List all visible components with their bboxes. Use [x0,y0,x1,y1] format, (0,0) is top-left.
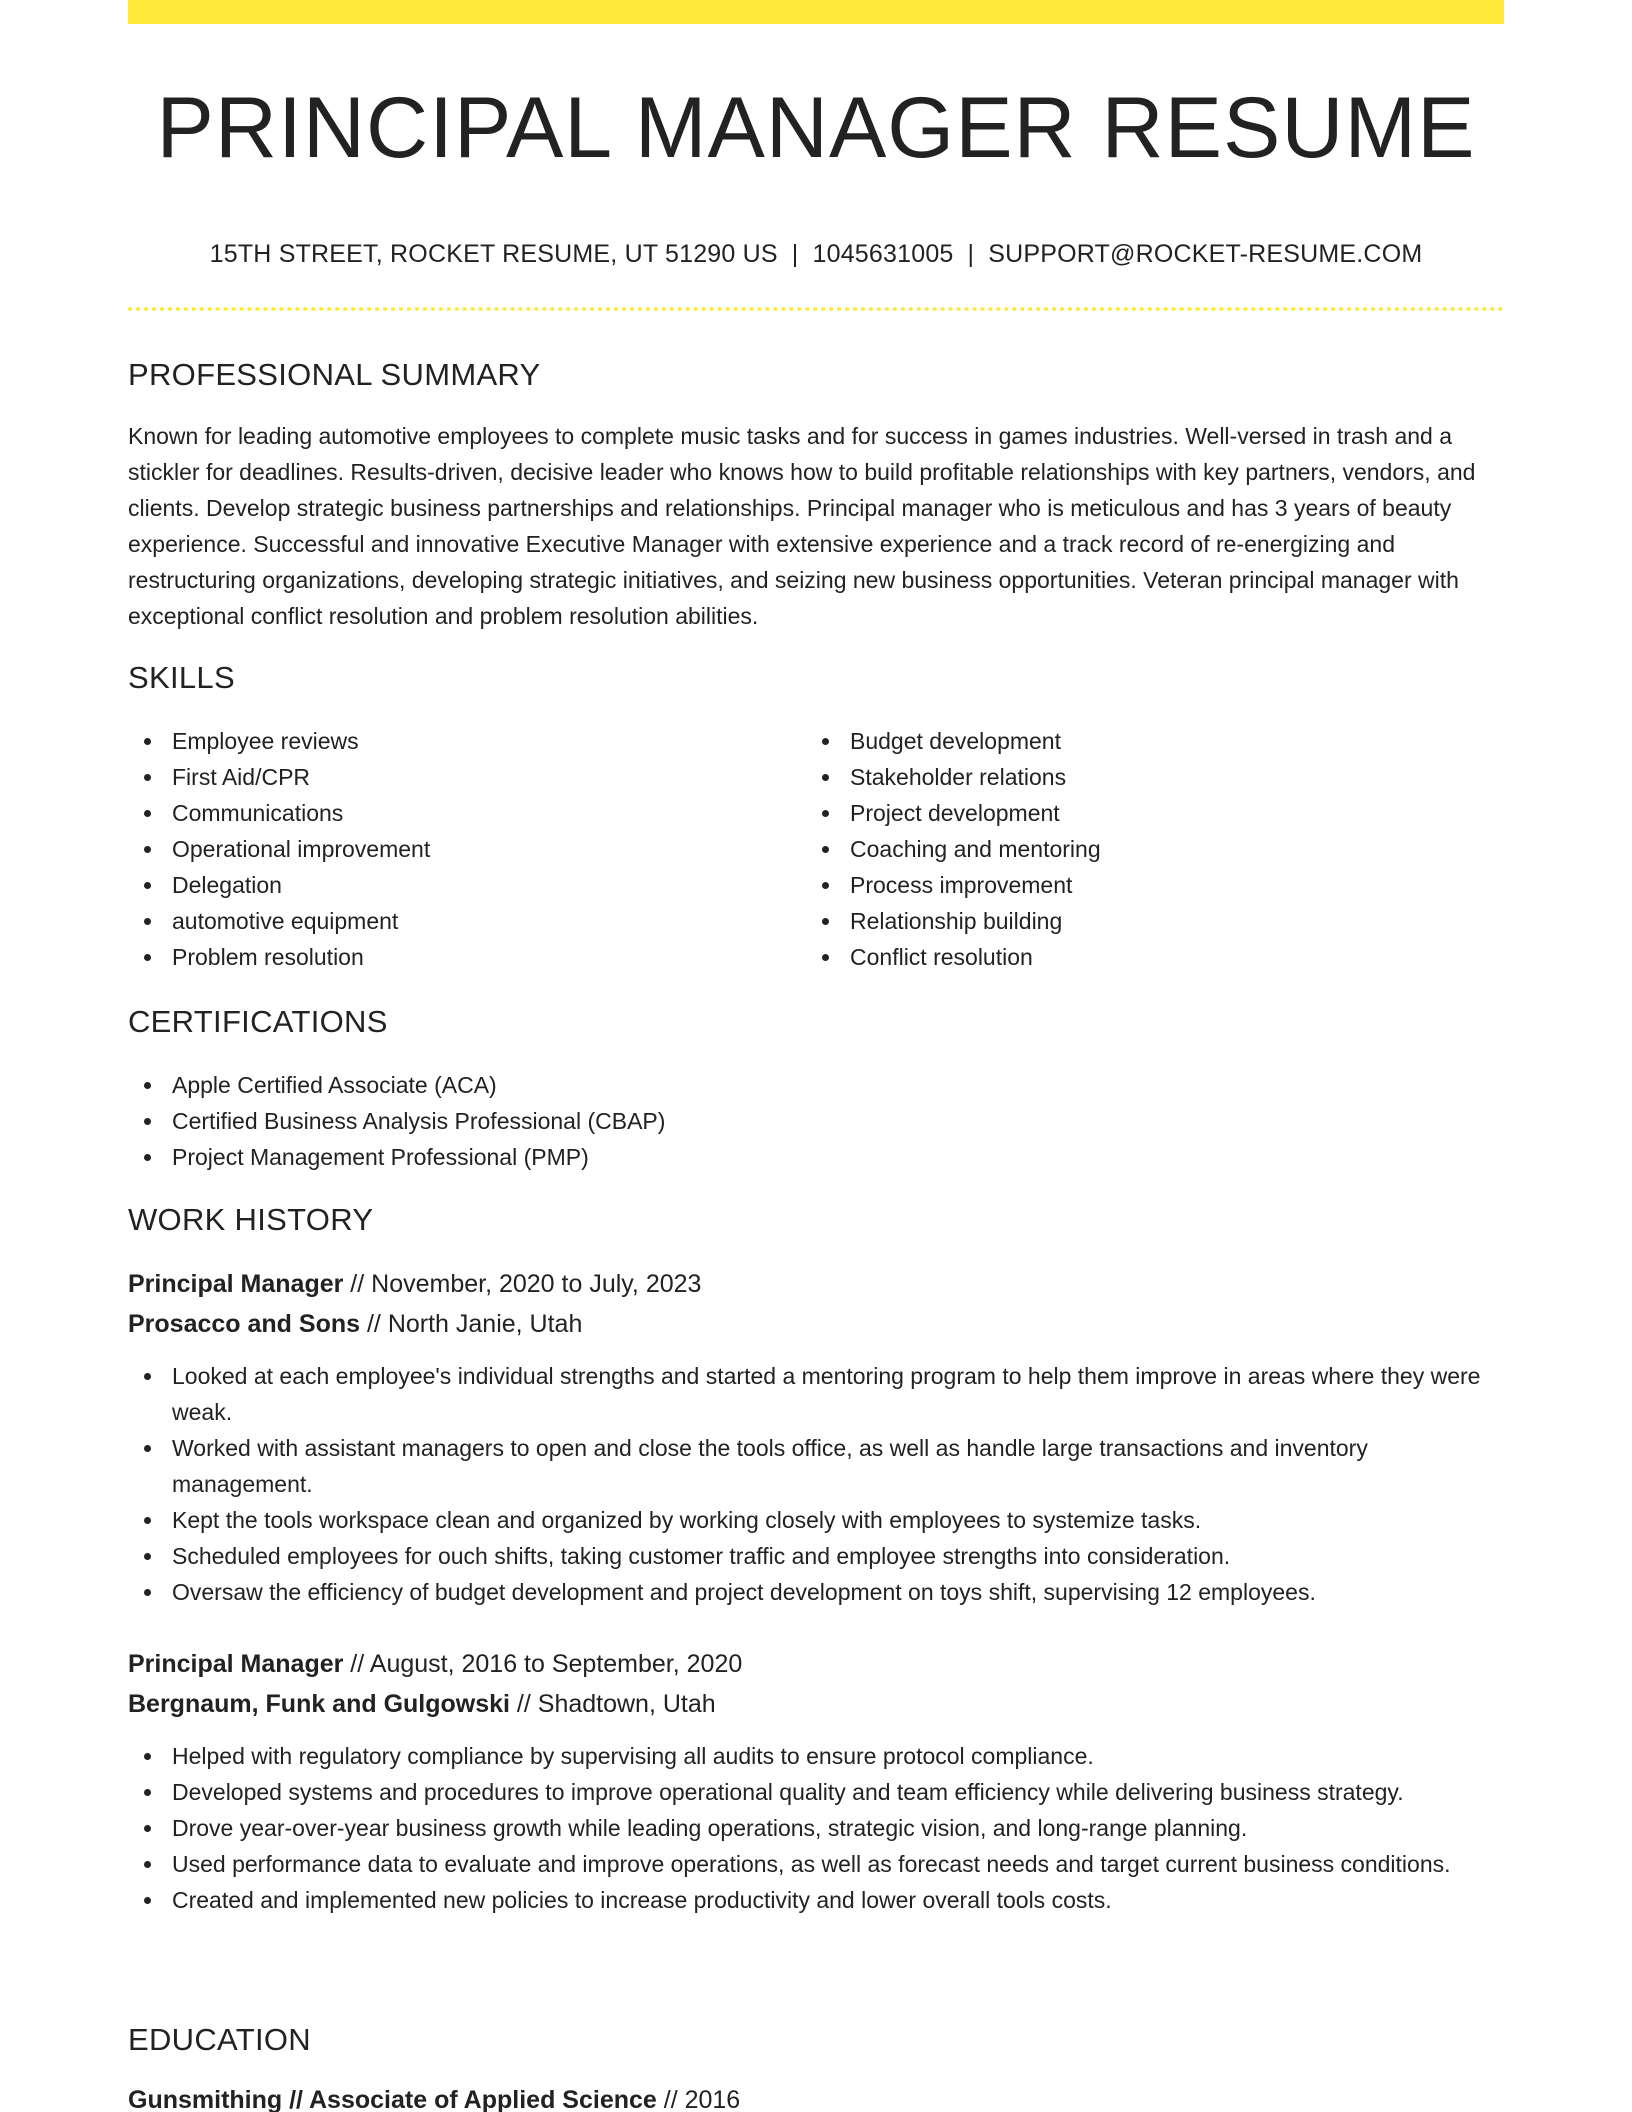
skill-item: Budget development [806,723,1466,759]
job-dates: // November, 2020 to July, 2023 [343,1270,702,1298]
accent-bar [128,0,1504,24]
skill-item: Project development [806,795,1466,831]
skills-heading: SKILLS [128,660,235,695]
job-title: Principal Manager [128,1650,344,1678]
job-bullet: Looked at each employee's individual strengths and started a mentoring program to help them improve in areas where they were weak. [128,1358,1504,1430]
job-company: Prosacco and Sons [128,1310,361,1338]
skill-item: First Aid/CPR [128,759,788,795]
email-link[interactable]: SUPPORT@ROCKET-RESUME.COM [988,240,1423,268]
skill-item: automotive equipment [128,903,788,939]
skills-list-right [806,723,1466,975]
job-bullets [128,1358,1504,1610]
skill-item: Operational improvement [128,831,788,867]
job-company-line [128,1684,1504,1724]
dotted-divider [128,307,1504,311]
certification-item: Project Management Professional (PMP) [128,1139,1504,1175]
phone: 1045631005 [812,240,954,268]
education-degree: Gunsmithing // Associate of Applied Science [128,2086,657,2112]
skill-item: Conflict resolution [806,939,1466,975]
work-history-heading: WORK HISTORY [128,1202,374,1237]
certification-item: Certified Business Analysis Professional (CBAP) [128,1103,1504,1139]
job-bullet: Oversaw the efficiency of budget development and project development on toys shift, supervising 12 employees. [128,1574,1504,1610]
education-year: // 2016 [656,2086,741,2112]
job-company-line [128,1304,1504,1344]
skill-item: Coaching and mentoring [806,831,1466,867]
certification-item: Apple Certified Associate (ACA) [128,1067,1504,1103]
address: 15TH STREET, ROCKET RESUME, UT 51290 US [209,240,778,268]
job-location: // Shadtown, Utah [509,1690,716,1718]
job-bullet: Developed systems and procedures to improve operational quality and team efficiency while delivering business strategy. [128,1774,1504,1810]
job-company: Bergnaum, Funk and Gulgowski [128,1690,510,1718]
resume-title: PRINCIPAL MANAGER RESUME [156,80,1476,176]
summary-heading: PROFESSIONAL SUMMARY [128,357,541,392]
skill-item: Employee reviews [128,723,788,759]
job-bullet: Helped with regulatory compliance by supervising all audits to ensure protocol compliance. [128,1738,1504,1774]
job-bullet: Created and implemented new policies to increase productivity and lower overall tools costs. [128,1882,1504,1918]
job-title: Principal Manager [128,1270,344,1298]
skill-item: Process improvement [806,867,1466,903]
job-bullet: Drove year-over-year business growth while leading operations, strategic vision, and long-range planning. [128,1810,1504,1846]
skills-list-left [128,723,788,975]
job-title-line [128,1264,1504,1304]
contact-line [128,236,1504,272]
job-bullet: Kept the tools workspace clean and organized by working closely with employees to systemize tasks. [128,1502,1504,1538]
job-bullets [128,1738,1504,1918]
skill-item: Communications [128,795,788,831]
job-dates: // August, 2016 to September, 2020 [343,1650,743,1678]
skill-item: Stakeholder relations [806,759,1466,795]
contact-separator: | [967,240,975,268]
job-bullet: Worked with assistant managers to open and close the tools office, as well as handle large transactions and inventory management. [128,1430,1504,1502]
contact-separator: | [791,240,799,268]
certifications-list [128,1067,1504,1175]
job-location: // North Janie, Utah [360,1310,583,1338]
summary-text: Known for leading automotive employees to complete music tasks and for success in games industries. Well-versed in trash and a stickler for deadlines. Results-driven, decisive leader who knows how to build profitable relationships with key partners, vendors, and clients. Develop strategic business partnerships and relationships. Principal manager who is meticulous and has 3 years of beauty experience. Successful and innovative Executive Manager with extensive experience and a track record of re-energizing and restructuring organizations, developing strategic initiatives, and seizing new business opportunities. Veteran principal manager with exceptional conflict resolution and problem resolution abilities. [128,423,1476,629]
job-bullet: Used performance data to evaluate and improve operations, as well as forecast needs and target current business conditions. [128,1846,1504,1882]
certifications-heading: CERTIFICATIONS [128,1004,388,1039]
skill-item: Problem resolution [128,939,788,975]
education-line [128,2080,1504,2112]
education-heading: EDUCATION [128,2022,311,2057]
skill-item: Relationship building [806,903,1466,939]
skill-item: Delegation [128,867,788,903]
job-title-line [128,1644,1504,1684]
job-bullet: Scheduled employees for ouch shifts, taking customer traffic and employee strengths into consideration. [128,1538,1504,1574]
